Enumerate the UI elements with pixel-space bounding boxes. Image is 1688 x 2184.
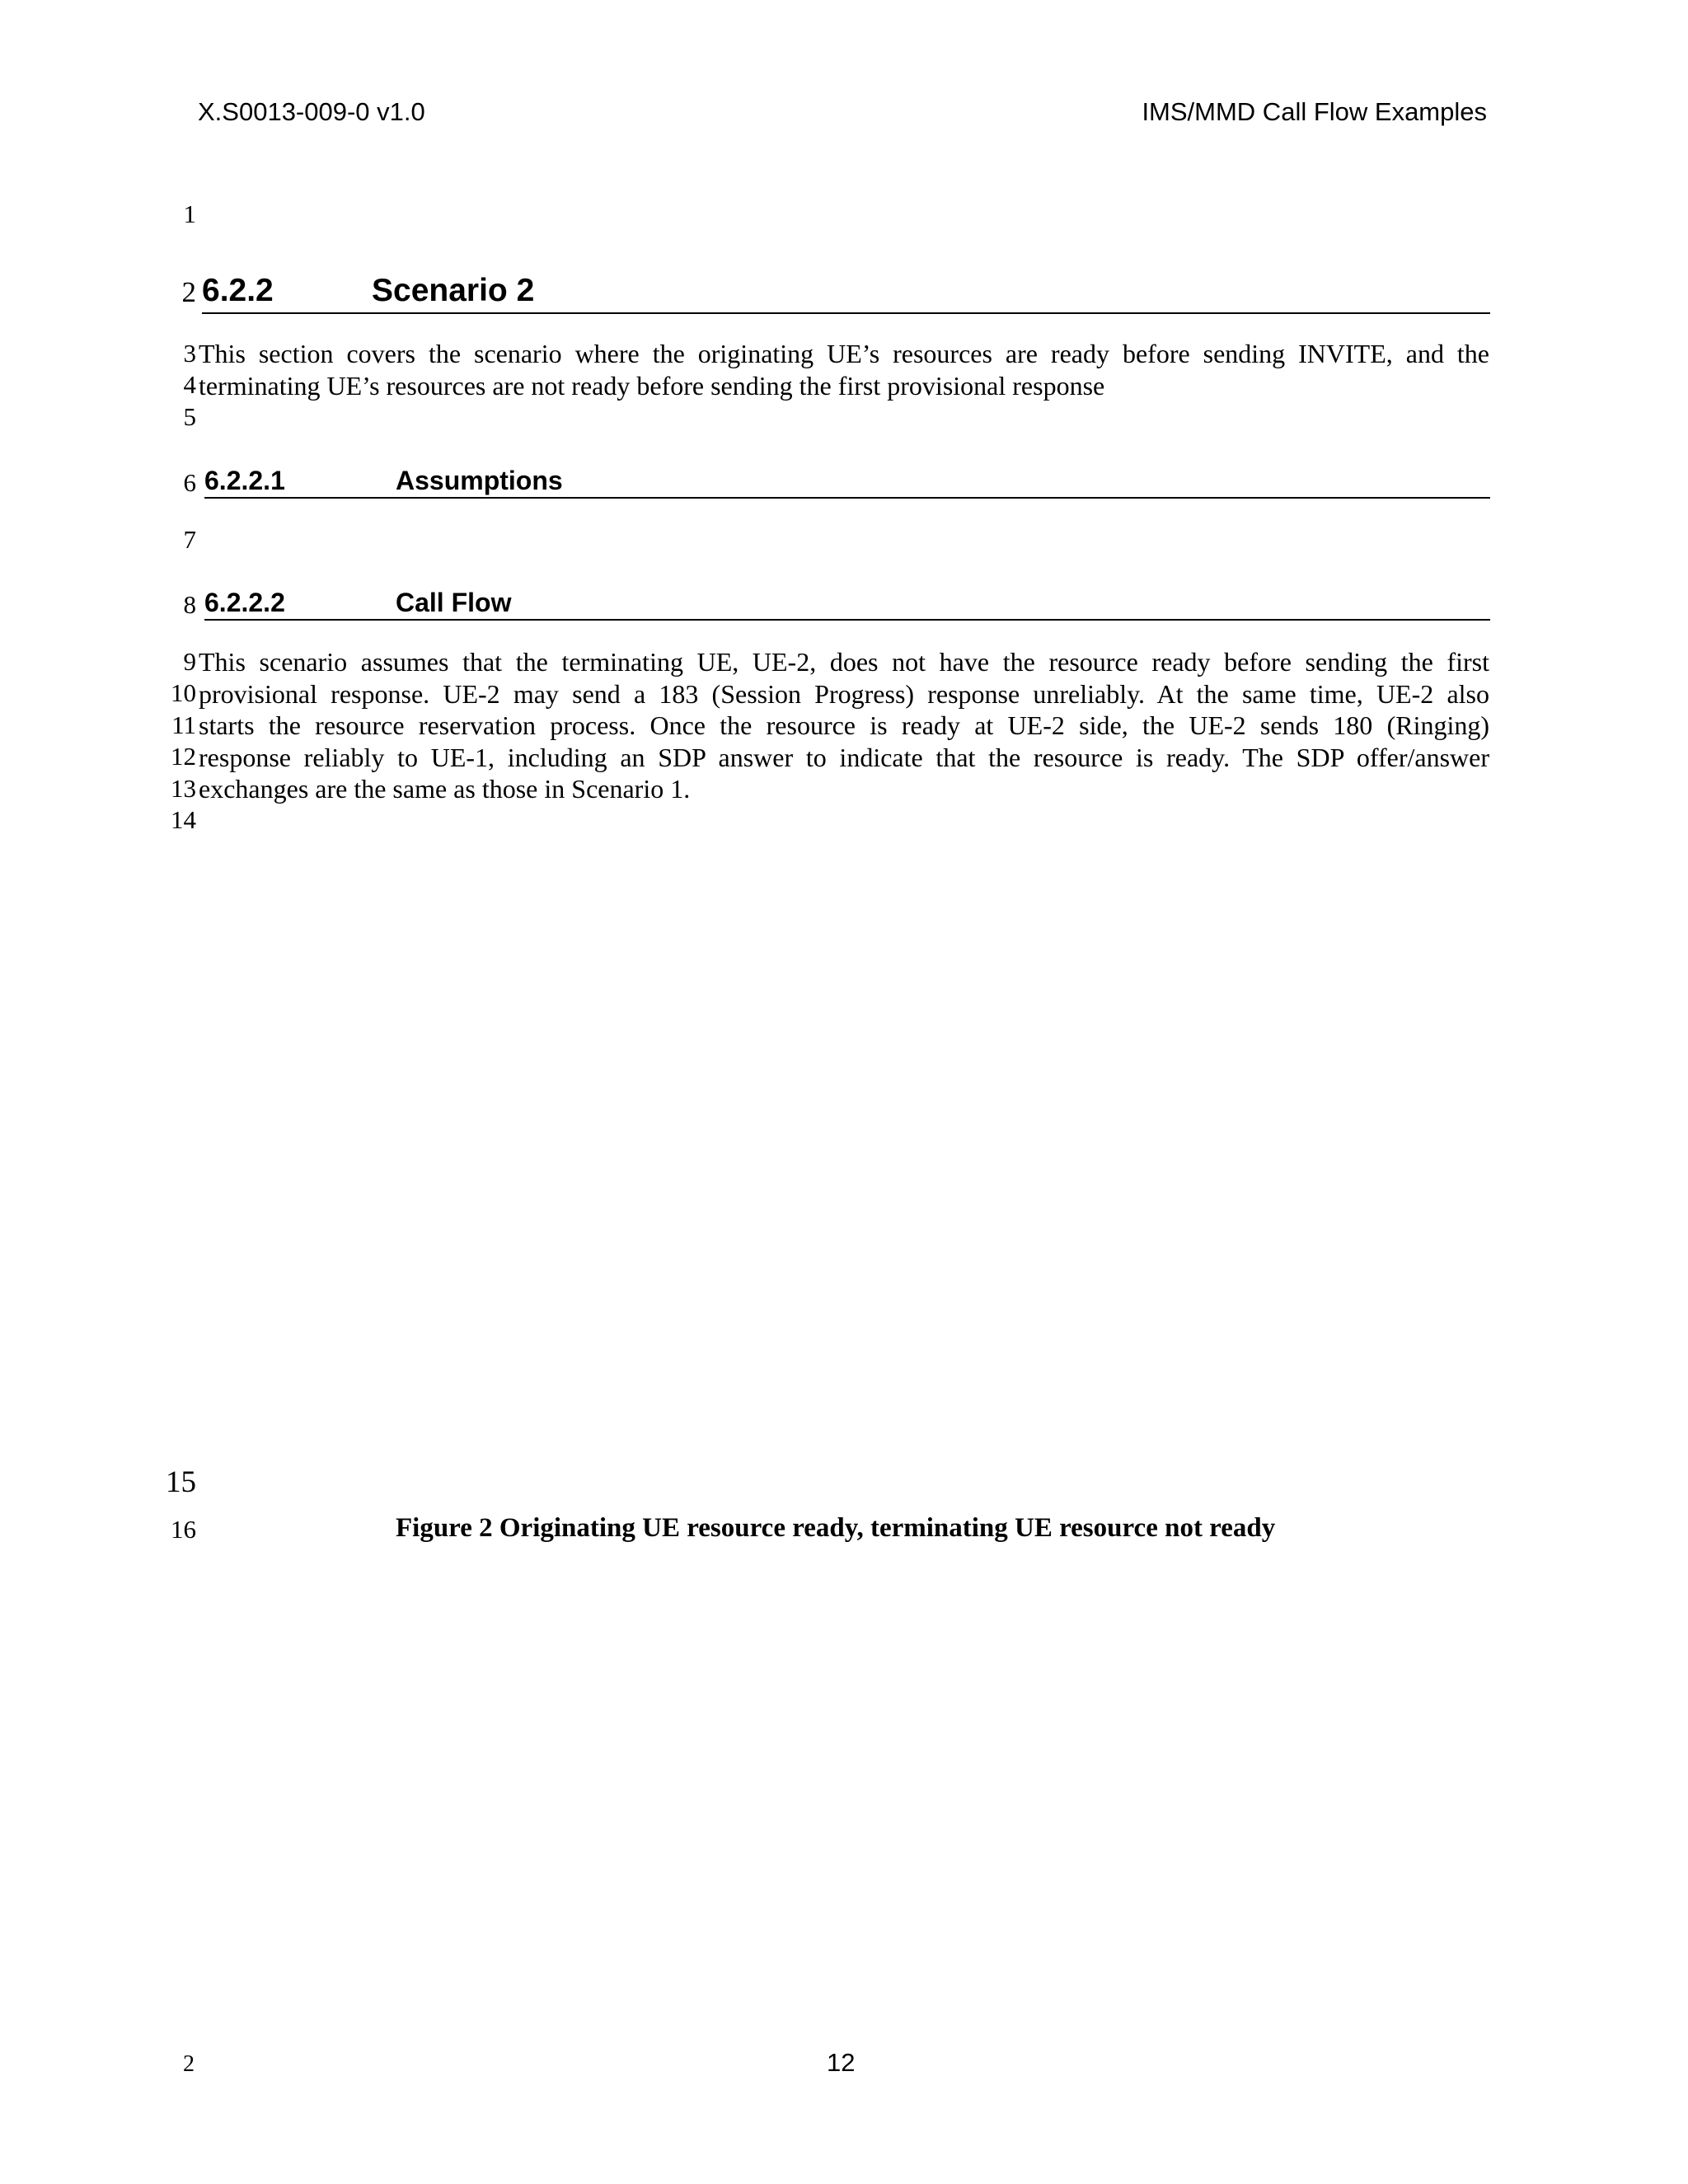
section-title: Scenario 2 bbox=[372, 273, 535, 308]
line-number: 14 bbox=[171, 805, 196, 834]
section-6-2-2-paragraph bbox=[199, 338, 1489, 401]
line-number: 12 bbox=[171, 742, 196, 771]
line-number: 1 bbox=[183, 199, 196, 228]
header-doc-id: X.S0013-009-0 v1.0 bbox=[198, 97, 425, 126]
line-number: 3 bbox=[183, 339, 196, 368]
paragraph-line: terminating UE’s resources are not ready before sending the first provisional response bbox=[199, 370, 1105, 401]
paragraph-line: starts the resource reservation process. Once the resource is ready at UE-2 side, the UE-2 sends 180 (Ringing) bbox=[199, 710, 1489, 740]
paragraph-line: exchanges are the same as those in Scenario 1. bbox=[199, 774, 691, 804]
line-number: 2 bbox=[181, 276, 196, 308]
line-number: 10 bbox=[171, 678, 196, 707]
page-number: 12 bbox=[827, 2048, 856, 2077]
line-number: 4 bbox=[183, 370, 196, 399]
section-heading-6-2-2-2 bbox=[204, 587, 1490, 621]
section-heading-6-2-2-1 bbox=[204, 465, 1490, 499]
section-number: 6.2.2 bbox=[202, 273, 274, 308]
line-number: 5 bbox=[183, 402, 196, 431]
paragraph-line: provisional response. UE-2 may send a 183 (Session Progress) response unreliably. At the same time, UE-2 also bbox=[199, 678, 1489, 709]
section-number: 6.2.2.2 bbox=[204, 588, 285, 617]
line-number: 13 bbox=[171, 774, 196, 803]
section-number: 6.2.2.1 bbox=[204, 466, 285, 495]
paragraph-line: response reliably to UE-1, including an SDP answer to indicate that the resource is ready. The SDP offer/answer bbox=[199, 742, 1489, 772]
line-number: 7 bbox=[183, 525, 196, 554]
line-number: 15 bbox=[166, 1465, 196, 1499]
section-title: Call Flow bbox=[396, 588, 512, 617]
figure-caption: Figure 2 Originating UE resource ready, terminating UE resource not ready bbox=[396, 1513, 1276, 1543]
section-heading-6-2-2 bbox=[202, 272, 1490, 314]
paragraph-line: This section covers the scenario where the originating UE’s resources are ready before sending INVITE, and the bbox=[199, 339, 1489, 368]
section-title: Assumptions bbox=[396, 466, 563, 495]
footer-left-number: 2 bbox=[183, 2051, 195, 2077]
line-number: 16 bbox=[171, 1515, 196, 1544]
line-number: 6 bbox=[183, 468, 196, 497]
line-number: 8 bbox=[183, 590, 196, 619]
paragraph-line: This scenario assumes that the terminating UE, UE-2, does not have the resource ready before sending the first bbox=[199, 647, 1489, 677]
line-number: 9 bbox=[183, 647, 196, 676]
section-6-2-2-2-paragraph bbox=[199, 646, 1489, 805]
header-doc-title: IMS/MMD Call Flow Examples bbox=[1142, 97, 1487, 126]
line-number: 11 bbox=[171, 710, 196, 739]
